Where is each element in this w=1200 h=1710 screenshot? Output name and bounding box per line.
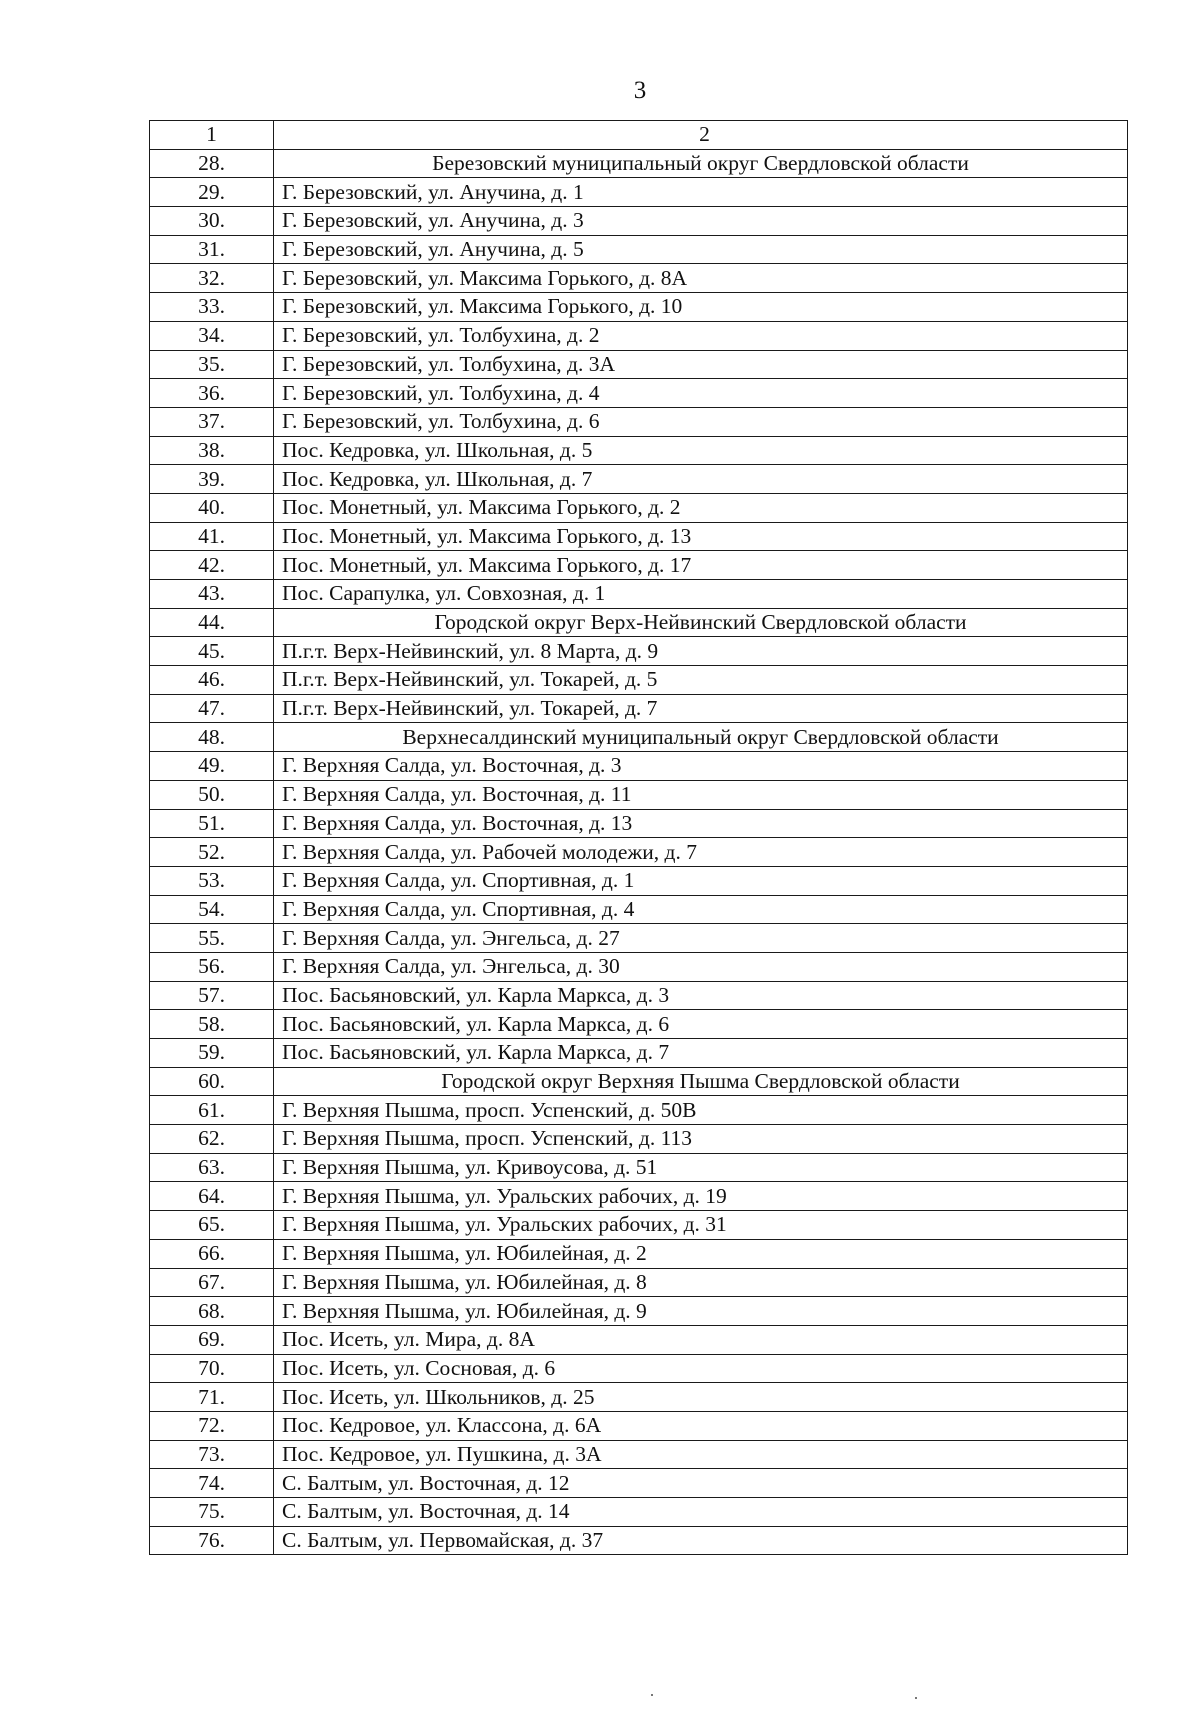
address-text: Г. Березовский, ул. Толбухина, д. 3А — [274, 350, 1128, 379]
table-row — [150, 1411, 1128, 1440]
table-row — [150, 895, 1128, 924]
address-text: Г. Березовский, ул. Максима Горького, д. 10 — [274, 293, 1128, 322]
row-number: 56. — [150, 952, 274, 981]
row-number: 50. — [150, 780, 274, 809]
table-row — [150, 1211, 1128, 1240]
table-row — [150, 551, 1128, 580]
table-row — [150, 1182, 1128, 1211]
row-number: 42. — [150, 551, 274, 580]
row-number: 28. — [150, 149, 274, 178]
table-row — [150, 1039, 1128, 1068]
table-row-district — [150, 608, 1128, 637]
address-text: Г. Верхняя Салда, ул. Энгельса, д. 27 — [274, 924, 1128, 953]
address-text: П.г.т. Верх-Нейвинский, ул. 8 Марта, д. 9 — [274, 637, 1128, 666]
table-row — [150, 465, 1128, 494]
table-row — [150, 924, 1128, 953]
row-number: 76. — [150, 1526, 274, 1555]
address-text: Пос. Басьяновский, ул. Карла Маркса, д. 6 — [274, 1010, 1128, 1039]
address-text: Г. Верхняя Пышма, просп. Успенский, д. 50В — [274, 1096, 1128, 1125]
table-row — [150, 493, 1128, 522]
row-number: 36. — [150, 379, 274, 408]
row-number: 60. — [150, 1067, 274, 1096]
address-text: Г. Березовский, ул. Толбухина, д. 2 — [274, 321, 1128, 350]
table-row — [150, 207, 1128, 236]
address-text: С. Балтым, ул. Первомайская, д. 37 — [274, 1526, 1128, 1555]
table-row — [150, 1440, 1128, 1469]
row-number: 34. — [150, 321, 274, 350]
address-text: Пос. Басьяновский, ул. Карла Маркса, д. 3 — [274, 981, 1128, 1010]
table-row — [150, 780, 1128, 809]
address-text: Г. Верхняя Пышма, просп. Успенский, д. 113 — [274, 1125, 1128, 1154]
row-number: 47. — [150, 694, 274, 723]
address-text: Пос. Басьяновский, ул. Карла Маркса, д. 7 — [274, 1039, 1128, 1068]
row-number: 61. — [150, 1096, 274, 1125]
table-row — [150, 1010, 1128, 1039]
address-text: Г. Верхняя Пышма, ул. Уральских рабочих, д. 31 — [274, 1211, 1128, 1240]
address-text: Г. Березовский, ул. Толбухина, д. 6 — [274, 407, 1128, 436]
table-row — [150, 1268, 1128, 1297]
row-number: 53. — [150, 866, 274, 895]
address-text: Г. Верхняя Салда, ул. Энгельса, д. 30 — [274, 952, 1128, 981]
row-number: 68. — [150, 1297, 274, 1326]
address-text: Г. Березовский, ул. Анучина, д. 3 — [274, 207, 1128, 236]
table-row — [150, 1239, 1128, 1268]
address-text: Г. Верхняя Салда, ул. Спортивная, д. 1 — [274, 866, 1128, 895]
table-row — [150, 1325, 1128, 1354]
row-number: 31. — [150, 235, 274, 264]
table-row — [150, 321, 1128, 350]
table-row — [150, 694, 1128, 723]
row-number: 73. — [150, 1440, 274, 1469]
header-col-1: 1 — [150, 121, 274, 150]
table-row — [150, 1383, 1128, 1412]
row-number: 32. — [150, 264, 274, 293]
table-row — [150, 350, 1128, 379]
address-text: Пос. Исеть, ул. Мира, д. 8А — [274, 1325, 1128, 1354]
address-text: Пос. Монетный, ул. Максима Горького, д. 17 — [274, 551, 1128, 580]
row-number: 41. — [150, 522, 274, 551]
table-row — [150, 580, 1128, 609]
address-text: Г. Березовский, ул. Максима Горького, д. 8А — [274, 264, 1128, 293]
table-row — [150, 1096, 1128, 1125]
district-name: Городской округ Верхняя Пышма Свердловской области — [274, 1067, 1128, 1096]
row-number: 67. — [150, 1268, 274, 1297]
address-text: Г. Верхняя Салда, ул. Восточная, д. 3 — [274, 752, 1128, 781]
table-row — [150, 407, 1128, 436]
table-row — [150, 1125, 1128, 1154]
address-text: Г. Верхняя Салда, ул. Спортивная, д. 4 — [274, 895, 1128, 924]
address-text: Пос. Исеть, ул. Школьников, д. 25 — [274, 1383, 1128, 1412]
district-name: Березовский муниципальный округ Свердловской области — [274, 149, 1128, 178]
table-row — [150, 264, 1128, 293]
address-text: Г. Березовский, ул. Анучина, д. 5 — [274, 235, 1128, 264]
address-text: Пос. Кедровое, ул. Пушкина, д. 3А — [274, 1440, 1128, 1469]
address-text: Пос. Сарапулка, ул. Совхозная, д. 1 — [274, 580, 1128, 609]
address-text: Г. Верхняя Пышма, ул. Уральских рабочих, д. 19 — [274, 1182, 1128, 1211]
address-text: С. Балтым, ул. Восточная, д. 12 — [274, 1469, 1128, 1498]
table-row-district — [150, 1067, 1128, 1096]
row-number: 49. — [150, 752, 274, 781]
row-number: 48. — [150, 723, 274, 752]
row-number: 64. — [150, 1182, 274, 1211]
row-number: 30. — [150, 207, 274, 236]
row-number: 54. — [150, 895, 274, 924]
table-row — [150, 522, 1128, 551]
row-number: 35. — [150, 350, 274, 379]
table-row — [150, 1354, 1128, 1383]
address-text: С. Балтым, ул. Восточная, д. 14 — [274, 1498, 1128, 1527]
row-number: 58. — [150, 1010, 274, 1039]
table-row — [150, 752, 1128, 781]
address-text: Г. Березовский, ул. Анучина, д. 1 — [274, 178, 1128, 207]
address-text: Г. Верхняя Салда, ул. Восточная, д. 11 — [274, 780, 1128, 809]
address-text: Пос. Монетный, ул. Максима Горького, д. 13 — [274, 522, 1128, 551]
address-text: Пос. Кедровка, ул. Школьная, д. 7 — [274, 465, 1128, 494]
address-text: Пос. Кедровое, ул. Классона, д. 6А — [274, 1411, 1128, 1440]
row-number: 44. — [150, 608, 274, 637]
table-row — [150, 1498, 1128, 1527]
district-name: Верхнесалдинский муниципальный округ Свердловской области — [274, 723, 1128, 752]
row-number: 33. — [150, 293, 274, 322]
row-number: 38. — [150, 436, 274, 465]
scan-speck — [651, 1694, 653, 1696]
row-number: 71. — [150, 1383, 274, 1412]
row-number: 59. — [150, 1039, 274, 1068]
address-text: Г. Верхняя Пышма, ул. Юбилейная, д. 8 — [274, 1268, 1128, 1297]
address-text: Пос. Монетный, ул. Максима Горького, д. 2 — [274, 493, 1128, 522]
row-number: 29. — [150, 178, 274, 207]
row-number: 57. — [150, 981, 274, 1010]
row-number: 72. — [150, 1411, 274, 1440]
row-number: 51. — [150, 809, 274, 838]
address-table — [149, 120, 1128, 1555]
table-row — [150, 1153, 1128, 1182]
table-row — [150, 666, 1128, 695]
address-text: Г. Верхняя Пышма, ул. Юбилейная, д. 2 — [274, 1239, 1128, 1268]
address-text: П.г.т. Верх-Нейвинский, ул. Токарей, д. 5 — [274, 666, 1128, 695]
table-row — [150, 637, 1128, 666]
table-row — [150, 178, 1128, 207]
row-number: 62. — [150, 1125, 274, 1154]
address-text: Г. Верхняя Пышма, ул. Юбилейная, д. 9 — [274, 1297, 1128, 1326]
row-number: 74. — [150, 1469, 274, 1498]
scan-speck — [915, 1697, 917, 1699]
table-row — [150, 293, 1128, 322]
row-number: 63. — [150, 1153, 274, 1182]
address-text: Г. Березовский, ул. Толбухина, д. 4 — [274, 379, 1128, 408]
address-table-body — [150, 121, 1128, 1555]
row-number: 66. — [150, 1239, 274, 1268]
row-number: 37. — [150, 407, 274, 436]
row-number: 45. — [150, 637, 274, 666]
row-number: 70. — [150, 1354, 274, 1383]
row-number: 55. — [150, 924, 274, 953]
table-row — [150, 235, 1128, 264]
table-row — [150, 436, 1128, 465]
address-text: Пос. Исеть, ул. Сосновая, д. 6 — [274, 1354, 1128, 1383]
table-row — [150, 1297, 1128, 1326]
row-number: 43. — [150, 580, 274, 609]
table-row — [150, 981, 1128, 1010]
row-number: 52. — [150, 838, 274, 867]
address-text: П.г.т. Верх-Нейвинский, ул. Токарей, д. 7 — [274, 694, 1128, 723]
table-row — [150, 838, 1128, 867]
table-header-row — [150, 121, 1128, 150]
table-row — [150, 866, 1128, 895]
page-number: 3 — [633, 77, 647, 104]
table-row — [150, 1526, 1128, 1555]
row-number: 40. — [150, 493, 274, 522]
row-number: 69. — [150, 1325, 274, 1354]
address-text: Пос. Кедровка, ул. Школьная, д. 5 — [274, 436, 1128, 465]
header-col-2: 2 — [274, 121, 1128, 150]
district-name: Городской округ Верх-Нейвинский Свердловской области — [274, 608, 1128, 637]
address-text: Г. Верхняя Пышма, ул. Кривоусова, д. 51 — [274, 1153, 1128, 1182]
table-row-district — [150, 149, 1128, 178]
row-number: 46. — [150, 666, 274, 695]
row-number: 39. — [150, 465, 274, 494]
address-text: Г. Верхняя Салда, ул. Рабочей молодежи, д. 7 — [274, 838, 1128, 867]
table-row — [150, 1469, 1128, 1498]
table-row-district — [150, 723, 1128, 752]
row-number: 65. — [150, 1211, 274, 1240]
row-number: 75. — [150, 1498, 274, 1527]
table-row — [150, 809, 1128, 838]
address-text: Г. Верхняя Салда, ул. Восточная, д. 13 — [274, 809, 1128, 838]
table-row — [150, 952, 1128, 981]
table-row — [150, 379, 1128, 408]
